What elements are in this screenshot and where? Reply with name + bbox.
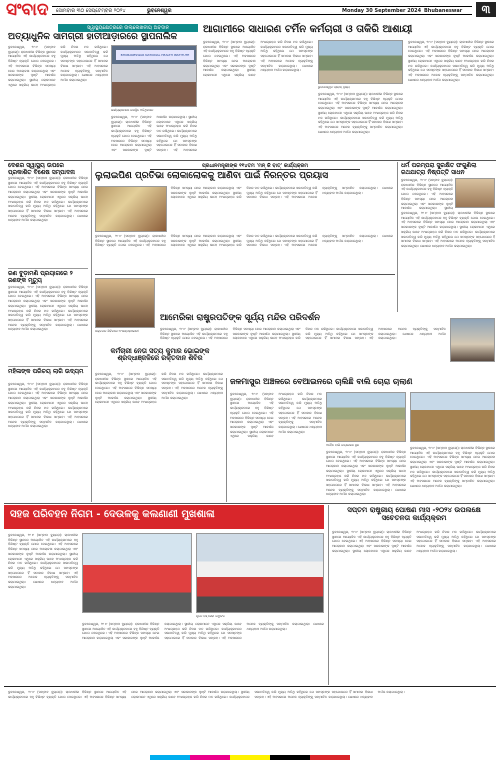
photo-bus-2 xyxy=(196,533,324,613)
body-rath-yatra: ଭୁବନେଶ୍ୱର, ୨୯।୯ (ସମ୍ବାଦ ବ୍ୟୁରୋ): ରାଜଧାନୀର ବିଭିନ୍ନ ସ୍ଥାନରେ ଆୟୋଜିତ ଏହି କାର୍ଯ୍ୟକ୍ରମରେ ବହୁ ବିଶିଷ୍ଟ ବ୍ୟକ୍ତି ଯୋଗ ଦେଇଥିଲେ। ଏହି ଅବସରରେ ବିଭିନ୍ନ ସମସ୍ୟା ନେଇ ଆଲୋଚନା କରାଯାଇଥିଲା ଏବଂ ସରକାରଙ୍କ ଦୃଷ୍ଟି ଆକର୍ଷଣ କରାଯାଇଥିଲା। ସ୍ଥାନୀୟ xyxy=(401,178,453,210)
body-us-president: ଭୁବନେଶ୍ୱର, ୨୯।୯ (ସମ୍ବାଦ ବ୍ୟୁରୋ): ରାଜଧାନୀର ବିଭିନ୍ନ ସ୍ଥାନରେ ଆୟୋଜିତ ଏହି କାର୍ଯ୍ୟକ୍ରମରେ ବହୁ ବିଶିଷ୍ଟ ବ୍ୟକ୍ତି ଯୋଗ ଦେଇଥିଲେ। ଏହି ଅବସରରେ ବିଭିନ୍ନ ସମସ୍ୟା ନେଇ ଆଲୋଚନା କରାଯାଇଥିଲା ଏବଂ ସରକାରଙ୍କ ଦୃଷ୍ଟି ଆକର୍ଷଣ କରାଯାଇଥିଲା। ସ୍ଥାନୀୟ ଲୋକମାନେ ଏଥିରେ ସକ୍ରିୟ ଭାବେ ଅଂଶଗ୍ରହଣ କରି ନିଜର ମତ ରଖିଥିଲେ। କାର୍ଯ୍ୟକ୍ରମରେ ସଭାପତିତ୍ୱ କରି ମୁଖ୍ୟ ଅତିଥି କହିଥିଲେ ଯେ ସମସ୍ତଙ୍କ ସହଯୋଗରେ ହିଁ ସମାଜର ବିକାଶ ସମ୍ଭବ। ଏହି ଅବସରରେ ଅନେକ ବ୍ୟକ୍ତିଙ୍କୁ ସମ୍ମାନିତ କରାଯାଇଥିଲା। ଶେଷରେ ଧନ୍ୟବାଦ ଅର୍ପଣ କରାଯାଇଥିଲା। xyxy=(160,327,446,341)
headline-women: ମହିଳାଙ୍କ ପରିଚୟ ଲାଗି ଉଦ୍ୟମ xyxy=(8,368,84,375)
photo-us-president xyxy=(450,318,495,362)
caption-health: କାର୍ଯ୍ୟକ୍ରମରେ ଉପସ୍ଥିତ ଅତିଥିମାନେ xyxy=(111,108,154,112)
photo-bus-1 xyxy=(82,533,192,613)
headline-rath-yatra: ଧର୍ମ ପରମ୍ପରା ସୁରକ୍ଷିତ ଫଗୁଣିଲା ରଥଯାତ୍ରା ନିଷ୍ପତ୍ତି ସାଧନ xyxy=(401,162,477,176)
caption-bus: ନୂତନ ବସ୍ ସେବା ଉଦ୍ଘାଟନ xyxy=(196,614,225,618)
hoarding-banner: BHUBANESWAR NATIONAL HEALTH INSTITUTE xyxy=(116,50,194,60)
headline-sand-mining: ଜଳମାସୁର ଅଞ୍ଚଳରେ ବେଆଇନରେ ଚାଲିଛି ବାଲି ଚୋରା ଚାଲାଣ xyxy=(230,377,413,386)
kicker-mann-ki-baat: ପ୍ରଧାନମନ୍ତ୍ରୀଙ୍କ ୧୧୪ତମ 'ମନ୍ କି ବାତ୍' କାର୍ଯ୍ୟକ୍ରମ xyxy=(150,163,360,170)
body-rath-yatra-2: ଭୁବନେଶ୍ୱର, ୨୯।୯ (ସମ୍ବାଦ ବ୍ୟୁରୋ): ରାଜଧାନୀର ବିଭିନ୍ନ ସ୍ଥାନରେ ଆୟୋଜିତ ଏହି କାର୍ଯ୍ୟକ୍ରମରେ ବହୁ ବିଶିଷ୍ଟ ବ୍ୟକ୍ତି ଯୋଗ ଦେଇଥିଲେ। ଏହି ଅବସରରେ ବିଭିନ୍ନ ସମସ୍ୟା ନେଇ ଆଲୋଚନା କରାଯାଇଥିଲା ଏବଂ ସରକାରଙ୍କ ଦୃଷ୍ଟି ଆକର୍ଷଣ କରାଯାଇଥିଲା। ସ୍ଥାନୀୟ ଲୋକମାନେ ଏଥିରେ ସକ୍ରିୟ ଭାବେ ଅଂଶଗ୍ରହଣ କରି ନିଜର ମତ ରଖିଥିଲେ। କାର୍ଯ୍ୟକ୍ରମରେ ସଭାପତିତ୍ୱ କରି ମୁଖ୍ୟ ଅତିଥି କହିଥିଲେ ଯେ ସମସ୍ତଙ୍କ ସହଯୋଗରେ ହିଁ ସମାଜର ବିକାଶ ସମ୍ଭବ। ଏହି ଅବସରରେ ଅନେକ ବ୍ୟକ୍ତିଙ୍କୁ ସମ୍ମାନିତ କରାଯାଇଥିଲା। ଶେଷରେ ଧନ୍ୟବାଦ ଅର୍ପଣ କରାଯାଇଥିଲା। xyxy=(401,211,495,248)
photo-city-aerial xyxy=(318,40,403,84)
body-left-3: ଭୁବନେଶ୍ୱର, ୨୯।୯ (ସମ୍ବାଦ ବ୍ୟୁରୋ): ରାଜଧାନୀର ବିଭିନ୍ନ ସ୍ଥାନରେ ଆୟୋଜିତ ଏହି କାର୍ଯ୍ୟକ୍ରମରେ ବହୁ ବିଶିଷ୍ଟ ବ୍ୟକ୍ତି ଯୋଗ ଦେଇଥିଲେ। ଏହି ଅବସରରେ ବିଭିନ୍ନ ସମସ୍ୟା ନେଇ ଆଲୋଚନା କରାଯାଇଥିଲା ଏବଂ ସରକାରଙ୍କ ଦୃଷ୍ଟି ଆକର୍ଷଣ କରାଯାଇଥିଲା। ସ୍ଥାନୀୟ ଲୋକମାନେ ଏଥିରେ ସକ୍ରିୟ ଭାବେ ଅଂଶଗ୍ରହଣ କରି ନିଜର ମତ ରଖିଥିଲେ। କାର୍ଯ୍ୟକ୍ରମରେ ସଭାପତିତ୍ୱ କରି ମୁଖ୍ୟ ଅତିଥି କହିଥିଲେ ଯେ ସମସ୍ତଙ୍କ ସହଯୋଗରେ ହିଁ ସମାଜର ବିକାଶ ସମ୍ଭବ। ଏହି ଅବସରରେ ଅନେକ ବ୍ୟକ୍ତିଙ୍କୁ ସମ୍ମାନିତ କରାଯାଇଥିଲା। ଶେଷରେ ଧନ୍ୟବାଦ ଅର୍ପଣ କରାଯାଇଥିଲା। xyxy=(8,382,88,429)
body-left-1: ଭୁବନେଶ୍ୱର, ୨୯।୯ (ସମ୍ବାଦ ବ୍ୟୁରୋ): ରାଜଧାନୀର ବିଭିନ୍ନ ସ୍ଥାନରେ ଆୟୋଜିତ ଏହି କାର୍ଯ୍ୟକ୍ରମରେ ବହୁ ବିଶିଷ୍ଟ ବ୍ୟକ୍ତି ଯୋଗ ଦେଇଥିଲେ। ଏହି ଅବସରରେ ବିଭିନ୍ନ ସମସ୍ୟା ନେଇ ଆଲୋଚନା କରାଯାଇଥିଲା ଏବଂ ସରକାରଙ୍କ ଦୃଷ୍ଟି ଆକର୍ଷଣ କରାଯାଇଥିଲା। ସ୍ଥାନୀୟ ଲୋକମାନେ ଏଥିରେ ସକ୍ରିୟ ଭାବେ ଅଂଶଗ୍ରହଣ କରି ନିଜର ମତ ରଖିଥିଲେ। କାର୍ଯ୍ୟକ୍ରମରେ ସଭାପତିତ୍ୱ କରି ମୁଖ୍ୟ ଅତିଥି କହିଥିଲେ ଯେ ସମସ୍ତଙ୍କ ସହଯୋଗରେ ହିଁ ସମାଜର ବିକାଶ ସମ୍ଭବ। ଏହି ଅବସରରେ ଅନେକ ବ୍ୟକ୍ତିଙ୍କୁ ସମ୍ମାନିତ କରାଯାଇଥିଲା। ଶେଷରେ ଧନ୍ୟବାଦ ଅର୍ପଣ କରାଯାଇଥିଲା। xyxy=(8,176,88,223)
banner-bus-title: ସହଜ ପରିବହନ ନିଗମ - ଦେଉଳକୁ କଲଣାଣୀ ମୁଖଶାଳା xyxy=(10,509,215,520)
headline-health-special: ଦେଶର ସ୍ୱାସ୍ଥ୍ୟ ଉପରେ ପ୍ରକାଶିତ ବିଶେଷ ସମ୍ପାଦନା xyxy=(8,162,75,176)
photo-rath-yatra xyxy=(455,178,495,208)
headline-employees: ଆଗାମୀରେ ସାଧାରଣ ଟର୍ମିନ କର୍ମଚାରୀ ଓ ତାକିରି ଆଶାୟୀ xyxy=(203,24,413,35)
photo-health-event xyxy=(111,45,197,107)
color-registration-bar xyxy=(150,755,350,760)
body-bus-2: ଭୁବନେଶ୍ୱର, ୨୯।୯ (ସମ୍ବାଦ ବ୍ୟୁରୋ): ରାଜଧାନୀର ବିଭିନ୍ନ ସ୍ଥାନରେ ଆୟୋଜିତ ଏହି କାର୍ଯ୍ୟକ୍ରମରେ ବହୁ ବିଶିଷ୍ଟ ବ୍ୟକ୍ତି ଯୋଗ ଦେଇଥିଲେ। ଏହି ଅବସରରେ ବିଭିନ୍ନ ସମସ୍ୟା ନେଇ ଆଲୋଚନା କରାଯାଇଥିଲା ଏବଂ ସରକାରଙ୍କ ଦୃଷ୍ଟି ଆକର୍ଷଣ କରାଯାଇଥିଲା। ସ୍ଥାନୀୟ ଲୋକମାନେ ଏଥିରେ ସକ୍ରିୟ ଭାବେ ଅଂଶଗ୍ରହଣ କରି ନିଜର ମତ ରଖିଥିଲେ। କାର୍ଯ୍ୟକ୍ରମରେ ସଭାପତିତ୍ୱ କରି ମୁଖ୍ୟ ଅତିଥି କହିଥିଲେ ଯେ ସମସ୍ତଙ୍କ ସହଯୋଗରେ ହିଁ ସମାଜର ବିକାଶ ସମ୍ଭବ। ଏହି ଅବସରରେ ଅନେକ ବ୍ୟକ୍ତିଙ୍କୁ ସମ୍ମାନିତ କରାଯାଇଥିଲା। ଶେଷରେ ଧନ୍ୟବାଦ ଅର୍ପଣ କରାଯାଇଥିଲା। xyxy=(82,622,324,641)
photo-mann-ki-baat xyxy=(95,186,167,232)
headline-us-president: ଆମେରିକା ରାଷ୍ଟ୍ରପତିଙ୍କ ସୂର୍ଯ୍ୟ ମନ୍ଦିର ପରିଦର୍ଶନ xyxy=(160,313,321,323)
body-health: ଭୁବନେଶ୍ୱର, ୨୯।୯ (ସମ୍ବାଦ ବ୍ୟୁରୋ): ରାଜଧାନୀର ବିଭିନ୍ନ ସ୍ଥାନରେ ଆୟୋଜିତ ଏହି କାର୍ଯ୍ୟକ୍ରମରେ ବହୁ ବିଶିଷ୍ଟ ବ୍ୟକ୍ତି ଯୋଗ ଦେଇଥିଲେ। ଏହି ଅବସରରେ ବିଭିନ୍ନ ସମସ୍ୟା ନେଇ ଆଲୋଚନା କରାଯାଇଥିଲା ଏବଂ ସରକାରଙ୍କ ଦୃଷ୍ଟି ଆକର୍ଷଣ କରାଯାଇଥିଲା। ସ୍ଥାନୀୟ ଲୋକମାନେ ଏଥିରେ ସକ୍ରିୟ ଭାବେ ଅଂଶଗ୍ରହଣ କରି ନିଜର ମତ ରଖିଥିଲେ। କାର୍ଯ୍ୟକ୍ରମରେ ସଭାପତିତ୍ୱ କରି ମୁଖ୍ୟ ଅତିଥି କହିଥିଲେ ଯେ ସମସ୍ତଙ୍କ ସହଯୋଗରେ ହିଁ ସମାଜର ବିକାଶ ସମ୍ଭବ। ଏହି ଅବସରରେ ଅନେକ ବ୍ୟକ୍ତିଙ୍କୁ ସମ୍ମାନିତ କରାଯାଇଥିଲା। ଶେଷରେ ଧନ୍ୟବାଦ ଅର୍ପଣ କରାଯାଇଥିଲା। xyxy=(8,45,108,87)
body-mann-ki-baat-2: ଭୁବନେଶ୍ୱର, ୨୯।୯ (ସମ୍ବାଦ ବ୍ୟୁରୋ): ରାଜଧାନୀର ବିଭିନ୍ନ ସ୍ଥାନରେ ଆୟୋଜିତ ଏହି କାର୍ଯ୍ୟକ୍ରମରେ ବହୁ ବିଶିଷ୍ଟ ବ୍ୟକ୍ତି ଯୋଗ ଦେଇଥିଲେ। ଏହି ଅବସରରେ ବିଭିନ୍ନ ସମସ୍ୟା ନେଇ ଆଲୋଚନା କରାଯାଇଥିଲା ଏବଂ ସରକାରଙ୍କ ଦୃଷ୍ଟି ଆକର୍ଷଣ କରାଯାଇଥିଲା। ସ୍ଥାନୀୟ ଲୋକମାନେ ଏଥିରେ ସକ୍ରିୟ ଭାବେ ଅଂଶଗ୍ରହଣ କରି ନିଜର ମତ ରଖିଥିଲେ। କାର୍ଯ୍ୟକ୍ରମରେ ସଭାପତିତ୍ୱ କରି ମୁଖ୍ୟ ଅତିଥି କହିଥିଲେ ଯେ ସମସ୍ତଙ୍କ ସହଯୋଗରେ ହିଁ ସମାଜର ବିକାଶ ସମ୍ଭବ। ଏହି ଅବସରରେ ଅନେକ ବ୍ୟକ୍ତିଙ୍କୁ ସମ୍ମାନିତ କରାଯାଇଥିଲା। ଶେଷରେ ଧନ୍ୟବାଦ ଅର୍ପଣ କରାଯାଇଥିଲା। xyxy=(95,234,393,248)
body-employees-3: ଭୁବନେଶ୍ୱର, ୨୯।୯ (ସମ୍ବାଦ ବ୍ୟୁରୋ): ରାଜଧାନୀର ବିଭିନ୍ନ ସ୍ଥାନରେ ଆୟୋଜିତ ଏହି କାର୍ଯ୍ୟକ୍ରମରେ ବହୁ ବିଶିଷ୍ଟ ବ୍ୟକ୍ତି ଯୋଗ ଦେଇଥିଲେ। ଏହି ଅବସରରେ ବିଭିନ୍ନ ସମସ୍ୟା ନେଇ ଆଲୋଚନା କରାଯାଇଥିଲା ଏବଂ ସରକାରଙ୍କ ଦୃଷ୍ଟି ଆକର୍ଷଣ କରାଯାଇଥିଲା। ସ୍ଥାନୀୟ ଲୋକମାନେ ଏଥିରେ ସକ୍ରିୟ ଭାବେ ଅଂଶଗ୍ରହଣ କରି ନିଜର ମତ ରଖିଥିଲେ। କାର୍ଯ୍ୟକ୍ରମରେ ସଭାପତିତ୍ୱ କରି ମୁଖ୍ୟ ଅତିଥି କହିଥିଲେ ଯେ ସମସ୍ତଙ୍କ ସହଯୋଗରେ ହିଁ ସମାଜର ବିକାଶ ସମ୍ଭବ। ଏହି ଅବସରରେ ଅନେକ ବ୍ୟକ୍ତିଙ୍କୁ ସମ୍ମାନିତ କରାଯାଇଥିଲା। ଶେଷରେ ଧନ୍ୟବାଦ ଅର୍ପଣ କରାଯାଇଥିଲା। xyxy=(408,40,494,82)
body-bottom-strip: ଭୁବନେଶ୍ୱର, ୨୯।୯ (ସମ୍ବାଦ ବ୍ୟୁରୋ): ରାଜଧାନୀର ବିଭିନ୍ନ ସ୍ଥାନରେ ଆୟୋଜିତ ଏହି କାର୍ଯ୍ୟକ୍ରମରେ ବହୁ ବିଶିଷ୍ଟ ବ୍ୟକ୍ତି ଯୋଗ ଦେଇଥିଲେ। ଏହି ଅବସରରେ ବିଭିନ୍ନ ସମସ୍ୟା ନେଇ ଆଲୋଚନା କରାଯାଇଥିଲା ଏବଂ ସରକାରଙ୍କ ଦୃଷ୍ଟି ଆକର୍ଷଣ କରାଯାଇଥିଲା। ସ୍ଥାନୀୟ ଲୋକମାନେ ଏଥିରେ ସକ୍ରିୟ ଭାବେ ଅଂଶଗ୍ରହଣ କରି ନିଜର ମତ ରଖିଥିଲେ। କାର୍ଯ୍ୟକ୍ରମରେ ସଭାପତିତ୍ୱ କରି ମୁଖ୍ୟ ଅତିଥି କହିଥିଲେ ଯେ ସମସ୍ତଙ୍କ ସହଯୋଗରେ ହିଁ ସମାଜର ବିକାଶ ସମ୍ଭବ। ଏହି ଅବସରରେ ଅନେକ ବ୍ୟକ୍ତିଙ୍କୁ ସମ୍ମାନିତ କରାଯାଇଥିଲା। ଶେଷରେ ଧନ୍ୟବାଦ ଅର୍ପଣ କରାଯାଇଥିଲା। xyxy=(8,690,405,699)
caption-sand: ଅବୈଧ ବାଲି ଉତ୍ତୋଳନ ସ୍ଥଳ xyxy=(326,443,359,447)
banner-bus-service xyxy=(4,505,324,529)
body-sand-mining-3: ଭୁବନେଶ୍ୱର, ୨୯।୯ (ସମ୍ବାଦ ବ୍ୟୁରୋ): ରାଜଧାନୀର ବିଭିନ୍ନ ସ୍ଥାନରେ ଆୟୋଜିତ ଏହି କାର୍ଯ୍ୟକ୍ରମରେ ବହୁ ବିଶିଷ୍ଟ ବ୍ୟକ୍ତି ଯୋଗ ଦେଇଥିଲେ। ଏହି ଅବସରରେ ବିଭିନ୍ନ ସମସ୍ୟା ନେଇ ଆଲୋଚନା କରାଯାଇଥିଲା ଏବଂ ସରକାରଙ୍କ ଦୃଷ୍ଟି ଆକର୍ଷଣ କରାଯାଇଥିଲା। ସ୍ଥାନୀୟ ଲୋକମାନେ ଏଥିରେ ସକ୍ରିୟ ଭାବେ ଅଂଶଗ୍ରହଣ କରି ନିଜର ମତ ରଖିଥିଲେ। କାର୍ଯ୍ୟକ୍ରମରେ ସଭାପତିତ୍ୱ କରି ମୁଖ୍ୟ ଅତିଥି କହିଥିଲେ ଯେ ସମସ୍ତଙ୍କ ସହଯୋଗରେ ହିଁ ସମାଜର ବିକାଶ ସମ୍ଭବ। ଏହି ଅବସରରେ ଅନେକ ବ୍ୟକ୍ତିଙ୍କୁ ସମ୍ମାନିତ କରାଯାଇଥିଲା। ଶେଷରେ ଧନ୍ୟବାଦ ଅର୍ପଣ କରାଯାଇଥିଲା। xyxy=(410,446,495,488)
city-odia: ଭୁବନେଶ୍ୱର xyxy=(147,8,172,14)
body-mann-ki-baat: ବିଭିନ୍ନ ସମସ୍ୟା ନେଇ ଆଲୋଚନା କରାଯାଇଥିଲା ଏବଂ ସରକାରଙ୍କ ଦୃଷ୍ଟି ଆକର୍ଷଣ କରାଯାଇଥିଲା। ସ୍ଥାନୀୟ ଲୋକମାନେ ଏଥିରେ ସକ୍ରିୟ ଭାବେ ଅଂଶଗ୍ରହଣ କରି ନିଜର ମତ ରଖିଥିଲେ। କାର୍ଯ୍ୟକ୍ରମରେ ସଭାପତିତ୍ୱ କରି ମୁଖ୍ୟ ଅତିଥି କହିଥିଲେ ଯେ ସମସ୍ତଙ୍କ ସହଯୋଗରେ ହିଁ ସମାଜର ବିକାଶ ସମ୍ଭବ। ଏହି ଅବସରରେ ଅନେକ ବ୍ୟକ୍ତିଙ୍କୁ ସମ୍ମାନିତ କରାଯାଇଥିଲା। ଶେଷରେ ଧନ୍ୟବାଦ ଅର୍ପଣ କରାଯାଇଥିଲା। xyxy=(170,186,393,200)
body-poshan: ଭୁବନେଶ୍ୱର, ୨୯।୯ (ସମ୍ବାଦ ବ୍ୟୁରୋ): ରାଜଧାନୀର ବିଭିନ୍ନ ସ୍ଥାନରେ ଆୟୋଜିତ ଏହି କାର୍ଯ୍ୟକ୍ରମରେ ବହୁ ବିଶିଷ୍ଟ ବ୍ୟକ୍ତି ଯୋଗ ଦେଇଥିଲେ। ଏହି ଅବସରରେ ବିଭିନ୍ନ ସମସ୍ୟା ନେଇ ଆଲୋଚନା କରାଯାଇଥିଲା ଏବଂ ସରକାରଙ୍କ ଦୃଷ୍ଟି ଆକର୍ଷଣ କରାଯାଇଥିଲା। ସ୍ଥାନୀୟ ଲୋକମାନେ ଏଥିରେ ସକ୍ରିୟ ଭାବେ ଅଂଶଗ୍ରହଣ କରି ନିଜର ମତ ରଖିଥିଲେ। କାର୍ଯ୍ୟକ୍ରମରେ ସଭାପତିତ୍ୱ କରି ମୁଖ୍ୟ ଅତିଥି କହିଥିଲେ ଯେ ସମସ୍ତଙ୍କ ସହଯୋଗରେ ହିଁ ସମାଜର ବିକାଶ ସମ୍ଭବ। ଏହି ଅବସରରେ ଅନେକ ବ୍ୟକ୍ତିଙ୍କୁ ସମ୍ମାନିତ କରାଯାଇଥିଲା। ଶେଷରେ ଧନ୍ୟବାଦ ଅର୍ପଣ କରାଯାଇଥିଲା। xyxy=(332,530,496,553)
headline-blood-donation: କର୍ମଚାରୀ ନେତା ସତ୍ୟ କୁମାର ଭୋଇଙ୍କ ଶ୍ରଦ୍ଧାଞ୍ଜଳିରେ ରକ୍ତଦାନ ଶିବିର xyxy=(110,347,210,363)
body-left-2: ଭୁବନେଶ୍ୱର, ୨୯।୯ (ସମ୍ବାଦ ବ୍ୟୁରୋ): ରାଜଧାନୀର ବିଭିନ୍ନ ସ୍ଥାନରେ ଆୟୋଜିତ ଏହି କାର୍ଯ୍ୟକ୍ରମରେ ବହୁ ବିଶିଷ୍ଟ ବ୍ୟକ୍ତି ଯୋଗ ଦେଇଥିଲେ। ଏହି ଅବସରରେ ବିଭିନ୍ନ ସମସ୍ୟା ନେଇ ଆଲୋଚନା କରାଯାଇଥିଲା ଏବଂ ସରକାରଙ୍କ ଦୃଷ୍ଟି ଆକର୍ଷଣ କରାଯାଇଥିଲା। ସ୍ଥାନୀୟ ଲୋକମାନେ ଏଥିରେ ସକ୍ରିୟ ଭାବେ ଅଂଶଗ୍ରହଣ କରି ନିଜର ମତ ରଖିଥିଲେ। କାର୍ଯ୍ୟକ୍ରମରେ ସଭାପତିତ୍ୱ କରି ମୁଖ୍ୟ ଅତିଥି କହିଥିଲେ ଯେ ସମସ୍ତଙ୍କ ସହଯୋଗରେ ହିଁ ସମାଜର ବିକାଶ ସମ୍ଭବ। ଏହି ଅବସରରେ ଅନେକ ବ୍ୟକ୍ତିଙ୍କୁ ସମ୍ମାନିତ କରାଯାଇଥିଲା। ଶେଷରେ ଧନ୍ୟବାଦ ଅର୍ପଣ କରାଯାଇଥିଲା। xyxy=(8,285,88,332)
body-employees: ଭୁବନେଶ୍ୱର, ୨୯।୯ (ସମ୍ବାଦ ବ୍ୟୁରୋ): ରାଜଧାନୀର ବିଭିନ୍ନ ସ୍ଥାନରେ ଆୟୋଜିତ ଏହି କାର୍ଯ୍ୟକ୍ରମରେ ବହୁ ବିଶିଷ୍ଟ ବ୍ୟକ୍ତି ଯୋଗ ଦେଇଥିଲେ। ଏହି ଅବସରରେ ବିଭିନ୍ନ ସମସ୍ୟା ନେଇ ଆଲୋଚନା କରାଯାଇଥିଲା ଏବଂ ସରକାରଙ୍କ ଦୃଷ୍ଟି ଆକର୍ଷଣ କରାଯାଇଥିଲା। ସ୍ଥାନୀୟ ଲୋକମାନେ ଏଥିରେ ସକ୍ରିୟ ଭାବେ ଅଂଶଗ୍ରହଣ କରି ନିଜର ମତ ରଖିଥିଲେ। କାର୍ଯ୍ୟକ୍ରମରେ ସଭାପତିତ୍ୱ କରି ମୁଖ୍ୟ ଅତିଥି କହିଥିଲେ ଯେ ସମସ୍ତଙ୍କ ସହଯୋଗରେ ହିଁ ସମାଜର ବିକାଶ ସମ୍ଭବ। ଏହି ଅବସରରେ ଅନେକ ବ୍ୟକ୍ତିଙ୍କୁ ସମ୍ମାନିତ କରାଯାଇଥିଲା। ଶେଷରେ ଧନ୍ୟବାଦ ଅର୍ପଣ କରାଯାଇଥିଲା। xyxy=(203,40,313,77)
photo-tractor xyxy=(410,392,495,442)
caption-city: ଭୁବନେଶ୍ୱର ଡ୍ରୋନ୍ ଦୃଶ୍ୟ xyxy=(318,85,350,89)
kicker-health: ସ୍ୱାସ୍ଥ୍ୟକ୍ଷେତ୍ରରେ ଉଲ୍ଲେଖନୀୟ ଅବଦାନ xyxy=(58,24,198,32)
edition-name: Bhubaneswar xyxy=(424,8,463,14)
masthead-date-bar xyxy=(52,6,472,15)
body-health-2: ଭୁବନେଶ୍ୱର, ୨୯।୯ (ସମ୍ବାଦ ବ୍ୟୁରୋ): ରାଜଧାନୀର ବିଭିନ୍ନ ସ୍ଥାନରେ ଆୟୋଜିତ ଏହି କାର୍ଯ୍ୟକ୍ରମରେ ବହୁ ବିଶିଷ୍ଟ ବ୍ୟକ୍ତି ଯୋଗ ଦେଇଥିଲେ। ଏହି ଅବସରରେ ବିଭିନ୍ନ ସମସ୍ୟା ନେଇ ଆଲୋଚନା କରାଯାଇଥିଲା ଏବଂ ସରକାରଙ୍କ ଦୃଷ୍ଟି ଆକର୍ଷଣ କରାଯାଇଥିଲା। ସ୍ଥାନୀୟ ଲୋକମାନେ ଏଥିରେ ସକ୍ରିୟ ଭାବେ ଅଂଶଗ୍ରହଣ କରି ନିଜର ମତ ରଖିଥିଲେ। କାର୍ଯ୍ୟକ୍ରମରେ ସଭାପତିତ୍ୱ କରି ମୁଖ୍ୟ ଅତିଥି କହିଥିଲେ ଯେ ସମସ୍ତଙ୍କ ସହଯୋଗରେ ହିଁ ସମାଜର ବିକାଶ ସମ୍ଭବ। ଏହି ଅବସରରେ xyxy=(111,115,197,152)
headline-poshan-maah: ସପ୍ତମ ରାଷ୍ଟ୍ରୀୟ ପୋଷଣ ମାସ -୨୦୨୪ ଉପଲକ୍ଷେ ସଚେତନତା କାର୍ଯ୍ୟକ୍ରମ xyxy=(347,506,481,522)
caption-blood: ରକ୍ତଦାନ ଶିବିରରେ ଅଂଶଗ୍ରହଣକାରୀ xyxy=(95,329,139,333)
body-sand-mining: ଭୁବନେଶ୍ୱର, ୨୯।୯ (ସମ୍ବାଦ ବ୍ୟୁରୋ): ରାଜଧାନୀର ବିଭିନ୍ନ ସ୍ଥାନରେ ଆୟୋଜିତ ଏହି କାର୍ଯ୍ୟକ୍ରମରେ ବହୁ ବିଶିଷ୍ଟ ବ୍ୟକ୍ତି ଯୋଗ ଦେଇଥିଲେ। ଏହି ଅବସରରେ ବିଭିନ୍ନ ସମସ୍ୟା ନେଇ ଆଲୋଚନା କରାଯାଇଥିଲା ଏବଂ ସରକାରଙ୍କ ଦୃଷ୍ଟି ଆକର୍ଷଣ କରାଯାଇଥିଲା। ସ୍ଥାନୀୟ ଲୋକମାନେ ଏଥିରେ ସକ୍ରିୟ ଭାବେ ଅଂଶଗ୍ରହଣ କରି ନିଜର ମତ ରଖିଥିଲେ। କାର୍ଯ୍ୟକ୍ରମରେ ସଭାପତିତ୍ୱ କରି ମୁଖ୍ୟ ଅତିଥି କହିଥିଲେ ଯେ ସମସ୍ତଙ୍କ ସହଯୋଗରେ ହିଁ ସମାଜର ବିକାଶ ସମ୍ଭବ। ଏହି ଅବସରରେ ଅନେକ ବ୍ୟକ୍ତିଙ୍କୁ ସମ୍ମାନିତ କରାଯାଇଥିଲା। ଶେଷରେ ଧନ୍ୟବାଦ ଅର୍ପଣ କରାଯାଇଥିଲା। xyxy=(230,392,322,439)
body-bus-1: ଭୁବନେଶ୍ୱର, ୨୯।୯ (ସମ୍ବାଦ ବ୍ୟୁରୋ): ରାଜଧାନୀର ବିଭିନ୍ନ ସ୍ଥାନରେ ଆୟୋଜିତ ଏହି କାର୍ଯ୍ୟକ୍ରମରେ ବହୁ ବିଶିଷ୍ଟ ବ୍ୟକ୍ତି ଯୋଗ ଦେଇଥିଲେ। ଏହି ଅବସରରେ ବିଭିନ୍ନ ସମସ୍ୟା ନେଇ ଆଲୋଚନା କରାଯାଇଥିଲା ଏବଂ ସରକାରଙ୍କ ଦୃଷ୍ଟି ଆକର୍ଷଣ କରାଯାଇଥିଲା। ସ୍ଥାନୀୟ ଲୋକମାନେ ଏଥିରେ ସକ୍ରିୟ ଭାବେ ଅଂଶଗ୍ରହଣ କରି ନିଜର ମତ ରଖିଥିଲେ। କାର୍ଯ୍ୟକ୍ରମରେ ସଭାପତିତ୍ୱ କରି ମୁଖ୍ୟ ଅତିଥି କହିଥିଲେ ଯେ ସମସ୍ତଙ୍କ ସହଯୋଗରେ ହିଁ ସମାଜର ବିକାଶ ସମ୍ଭବ। ଏହି ଅବସରରେ ଅନେକ ବ୍ୟକ୍ତିଙ୍କୁ ସମ୍ମାନିତ କରାଯାଇଥିଲା। ଶେଷରେ ଧନ୍ୟବାଦ ଅର୍ପଣ କରାଯାଇଥିଲା। xyxy=(8,533,78,589)
headline-health-equipment: ଅତ୍ୟାଧୁନିକ ସାମଗ୍ରୀ ହାତୀଆଡ଼ାରରେ ସ୍ଥାପନାଲିକ xyxy=(8,32,178,42)
body-sand-mining-2: ଭୁବନେଶ୍ୱର, ୨୯।୯ (ସମ୍ବାଦ ବ୍ୟୁରୋ): ରାଜଧାନୀର ବିଭିନ୍ନ ସ୍ଥାନରେ ଆୟୋଜିତ ଏହି କାର୍ଯ୍ୟକ୍ରମରେ ବହୁ ବିଶିଷ୍ଟ ବ୍ୟକ୍ତି ଯୋଗ ଦେଇଥିଲେ। ଏହି ଅବସରରେ ବିଭିନ୍ନ ସମସ୍ୟା ନେଇ ଆଲୋଚନା କରାଯାଇଥିଲା ଏବଂ ସରକାରଙ୍କ ଦୃଷ୍ଟି ଆକର୍ଷଣ କରାଯାଇଥିଲା। ସ୍ଥାନୀୟ ଲୋକମାନେ ଏଥିରେ ସକ୍ରିୟ ଭାବେ ଅଂଶଗ୍ରହଣ କରି ନିଜର ମତ ରଖିଥିଲେ। କାର୍ଯ୍ୟକ୍ରମରେ ସଭାପତିତ୍ୱ କରି ମୁଖ୍ୟ ଅତିଥି କହିଥିଲେ ଯେ ସମସ୍ତଙ୍କ ସହଯୋଗରେ ହିଁ ସମାଜର ବିକାଶ ସମ୍ଭବ। ଏହି ଅବସରରେ ଅନେକ ବ୍ୟକ୍ତିଙ୍କୁ ସମ୍ମାନିତ କରାଯାଇଥିଲା। ଶେଷରେ ଧନ୍ୟବାଦ ଅର୍ପଣ କରାଯାଇଥିଲା। xyxy=(326,450,406,497)
newspaper-logo: ସଂବାଦ xyxy=(6,0,49,20)
page-number: ୩ xyxy=(476,2,496,17)
body-blood-donation: ଭୁବନେଶ୍ୱର, ୨୯।୯ (ସମ୍ବାଦ ବ୍ୟୁରୋ): ରାଜଧାନୀର ବିଭିନ୍ନ ସ୍ଥାନରେ ଆୟୋଜିତ ଏହି କାର୍ଯ୍ୟକ୍ରମରେ ବହୁ ବିଶିଷ୍ଟ ବ୍ୟକ୍ତି ଯୋଗ ଦେଇଥିଲେ। ଏହି ଅବସରରେ ବିଭିନ୍ନ ସମସ୍ୟା ନେଇ ଆଲୋଚନା କରାଯାଇଥିଲା ଏବଂ ସରକାରଙ୍କ ଦୃଷ୍ଟି ଆକର୍ଷଣ କରାଯାଇଥିଲା। ସ୍ଥାନୀୟ ଲୋକମାନେ ଏଥିରେ ସକ୍ରିୟ ଭାବେ ଅଂଶଗ୍ରହଣ କରି ନିଜର ମତ ରଖିଥିଲେ। କାର୍ଯ୍ୟକ୍ରମରେ ସଭାପତିତ୍ୱ କରି ମୁଖ୍ୟ ଅତିଥି କହିଥିଲେ ଯେ ସମସ୍ତଙ୍କ ସହଯୋଗରେ ହିଁ ସମାଜର ବିକାଶ ସମ୍ଭବ। ଏହି ଅବସରରେ ଅନେକ ବ୍ୟକ୍ତିଙ୍କୁ ସମ୍ମାନିତ କରାଯାଇଥିଲା। ଶେଷରେ ଧନ୍ୟବାଦ ଅର୍ପଣ କରାଯାଇଥିଲା। xyxy=(95,372,223,405)
masthead xyxy=(0,0,500,22)
photo-blood-donation xyxy=(95,278,155,328)
date-english: Monday 30 September 2024 xyxy=(342,8,422,14)
photo-sand-mining xyxy=(326,392,406,442)
headline-mann-ki-baat: ଲୁଲାଇପିଣ ପ୍ରତିଭା ଲୋକାଲୋକକୁ ଆଣିବା ପାଇଁ ନିରନ୍ତର ପ୍ରୟାସ xyxy=(95,171,329,181)
headline-drowning: ରଣ ବୁଡ଼ାମଣି ପ୍ରୟାଗରେ ୨ ଜଣଙ୍କ ମୃତ୍ୟୁ xyxy=(8,270,73,284)
date-odia: ସୋମବାର ୩୦ ସେପ୍ଟେମ୍ବର ୨୦୨୪ xyxy=(56,8,126,14)
body-employees-2: ଭୁବନେଶ୍ୱର, ୨୯।୯ (ସମ୍ବାଦ ବ୍ୟୁରୋ): ରାଜଧାନୀର ବିଭିନ୍ନ ସ୍ଥାନରେ ଆୟୋଜିତ ଏହି କାର୍ଯ୍ୟକ୍ରମରେ ବହୁ ବିଶିଷ୍ଟ ବ୍ୟକ୍ତି ଯୋଗ ଦେଇଥିଲେ। ଏହି ଅବସରରେ ବିଭିନ୍ନ ସମସ୍ୟା ନେଇ ଆଲୋଚନା କରାଯାଇଥିଲା ଏବଂ ସରକାରଙ୍କ ଦୃଷ୍ଟି ଆକର୍ଷଣ କରାଯାଇଥିଲା। ସ୍ଥାନୀୟ ଲୋକମାନେ ଏଥିରେ ସକ୍ରିୟ ଭାବେ ଅଂଶଗ୍ରହଣ କରି ନିଜର ମତ ରଖିଥିଲେ। କାର୍ଯ୍ୟକ୍ରମରେ ସଭାପତିତ୍ୱ କରି ମୁଖ୍ୟ ଅତିଥି କହିଥିଲେ ଯେ ସମସ୍ତଙ୍କ ସହଯୋଗରେ ହିଁ ସମାଜର ବିକାଶ ସମ୍ଭବ। ଏହି ଅବସରରେ ଅନେକ ବ୍ୟକ୍ତିଙ୍କୁ ସମ୍ମାନିତ କରାଯାଇଥିଲା। ଶେଷରେ ଧନ୍ୟବାଦ ଅର୍ପଣ କରାଯାଇଥିଲା। xyxy=(318,92,403,134)
